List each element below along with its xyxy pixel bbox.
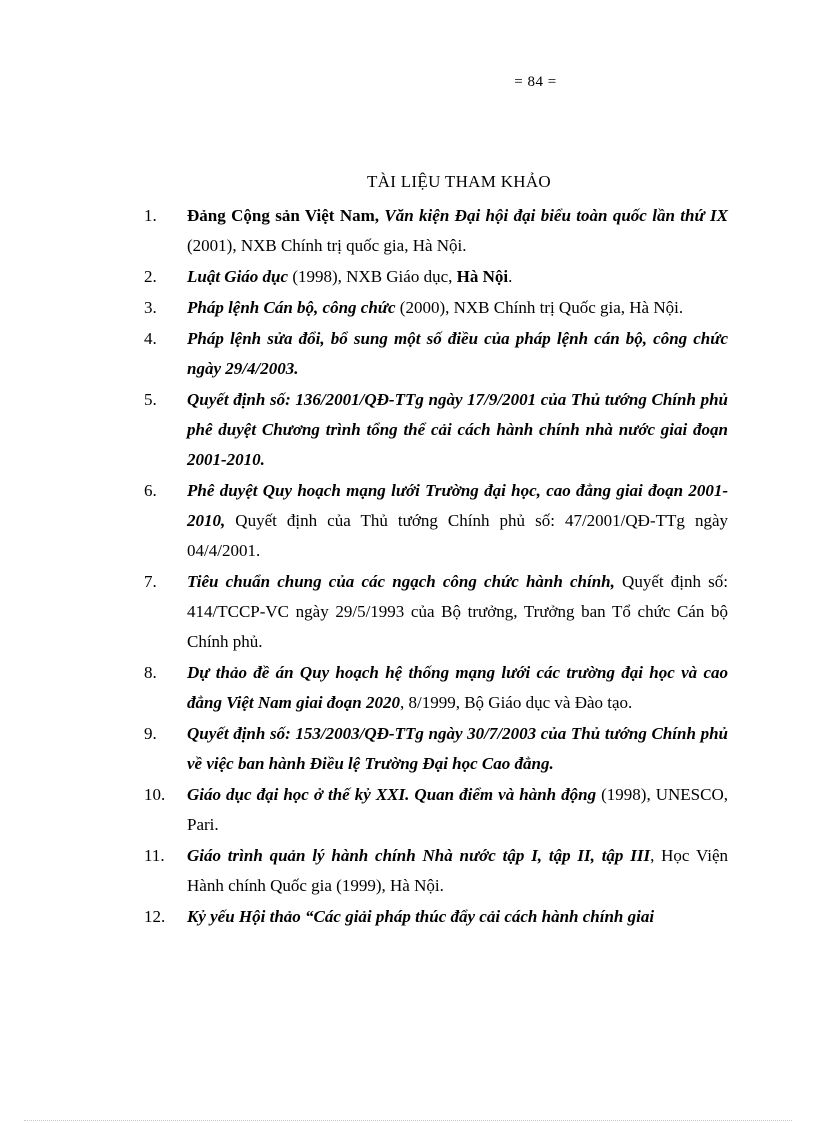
reference-item (140, 262, 728, 292)
reference-title: Văn kiện Đại hội đại biểu toàn quốc lần thứ IX (384, 206, 728, 225)
reference-number: 2. (144, 267, 157, 286)
reference-title: Kỷ yếu Hội thảo “Các giải pháp thúc đẩy cải cách hành chính giai (187, 907, 655, 926)
reference-title: Phê duyệt Quy hoạch mạng lưới Trường đại học, cao đẳng giai đoạn 2001-2010, (187, 481, 728, 530)
reference-detail: (2000), NXB Chính trị Quốc gia, Hà Nội. (395, 298, 684, 317)
reference-text (187, 572, 728, 651)
reference-detail: , Học Viện Hành chính Quốc gia (1999), Hà Nội. (187, 846, 728, 895)
reference-number: 11. (144, 846, 165, 865)
reference-title: Đảng Cộng sản Việt Nam, (187, 206, 385, 225)
reference-title: Tiêu chuẩn chung của các ngạch công chức hành chính, (187, 572, 615, 591)
reference-detail: (1998), NXB Giáo dục, (288, 267, 457, 286)
reference-text (187, 267, 512, 286)
reference-text (187, 481, 728, 560)
reference-number: 4. (144, 329, 157, 348)
reference-text (187, 206, 728, 255)
reference-text (187, 298, 683, 317)
reference-title: Pháp lệnh sửa đổi, bổ sung một số điều của pháp lệnh cán bộ, công chức ngày 29/4/2003. (187, 329, 728, 378)
reference-detail: . (508, 267, 513, 286)
reference-title: Pháp lệnh Cán bộ, công chức (187, 298, 396, 317)
reference-text (187, 724, 728, 773)
reference-text (187, 907, 654, 926)
page-number: = 84 = (514, 74, 557, 90)
reference-detail: (1998), UNESCO, Pari. (187, 785, 728, 834)
reference-title: Quyết định số: 153/2003/QĐ-TTg ngày 30/7/2003 của Thủ tướng Chính phủ về việc ban hành Điều lệ Trường Đại học Cao đẳng. (187, 724, 728, 773)
page-bottom-divider (24, 1120, 792, 1121)
reference-text (187, 785, 728, 834)
reference-detail: Quyết định của Thủ tướng Chính phủ số: 47/2001/QĐ-TTg ngày 04/4/2001. (187, 511, 728, 560)
reference-text (187, 846, 728, 895)
reference-item (140, 780, 728, 840)
reference-title: Dự thảo đề án Quy hoạch hệ thống mạng lưới các trường đại học và cao đẳng Việt Nam giai đoạn 2020 (187, 663, 728, 712)
reference-number: 12. (144, 907, 166, 926)
reference-item (140, 201, 728, 261)
reference-number: 8. (144, 663, 157, 682)
reference-text (187, 390, 728, 469)
references-heading: TÀI LIỆU THAM KHẢO (366, 172, 552, 191)
reference-item (140, 658, 728, 718)
reference-item (140, 324, 728, 384)
reference-detail: , 8/1999, Bộ Giáo dục và Đào tạo. (400, 693, 633, 712)
references-list (140, 201, 728, 933)
reference-item (140, 719, 728, 779)
reference-title: Hà Nội (456, 267, 509, 286)
reference-item (140, 841, 728, 901)
reference-title: Giáo dục đại học ở thế kỷ XXI. Quan điểm và hành động (187, 785, 597, 804)
reference-item (140, 902, 728, 932)
reference-item (140, 293, 728, 323)
reference-title: Giáo trình quản lý hành chính Nhà nước tập I, tập II, tập III (187, 846, 651, 865)
reference-item (140, 476, 728, 566)
reference-title: Luật Giáo dục (187, 267, 289, 286)
reference-text (187, 329, 728, 378)
reference-text (187, 663, 728, 712)
reference-number: 6. (144, 481, 157, 500)
reference-number: 3. (144, 298, 157, 317)
reference-detail: Quyết định số: 414/TCCP-VC ngày 29/5/1993 của Bộ trưởng, Trưởng ban Tổ chức Cán bộ Chính phủ. (187, 572, 728, 651)
reference-detail: (2001), NXB Chính trị quốc gia, Hà Nội. (187, 236, 467, 255)
reference-number: 7. (144, 572, 157, 591)
reference-number: 1. (144, 206, 157, 225)
reference-item (140, 385, 728, 475)
reference-number: 5. (144, 390, 157, 409)
reference-item (140, 567, 728, 657)
reference-number: 10. (144, 785, 166, 804)
reference-title: Quyết định số: 136/2001/QĐ-TTg ngày 17/9/2001 của Thủ tướng Chính phủ phê duyệt Chương trình tổng thể cải cách hành chính nhà nước giai đoạn 2001-2010. (187, 390, 728, 469)
reference-number: 9. (144, 724, 157, 743)
